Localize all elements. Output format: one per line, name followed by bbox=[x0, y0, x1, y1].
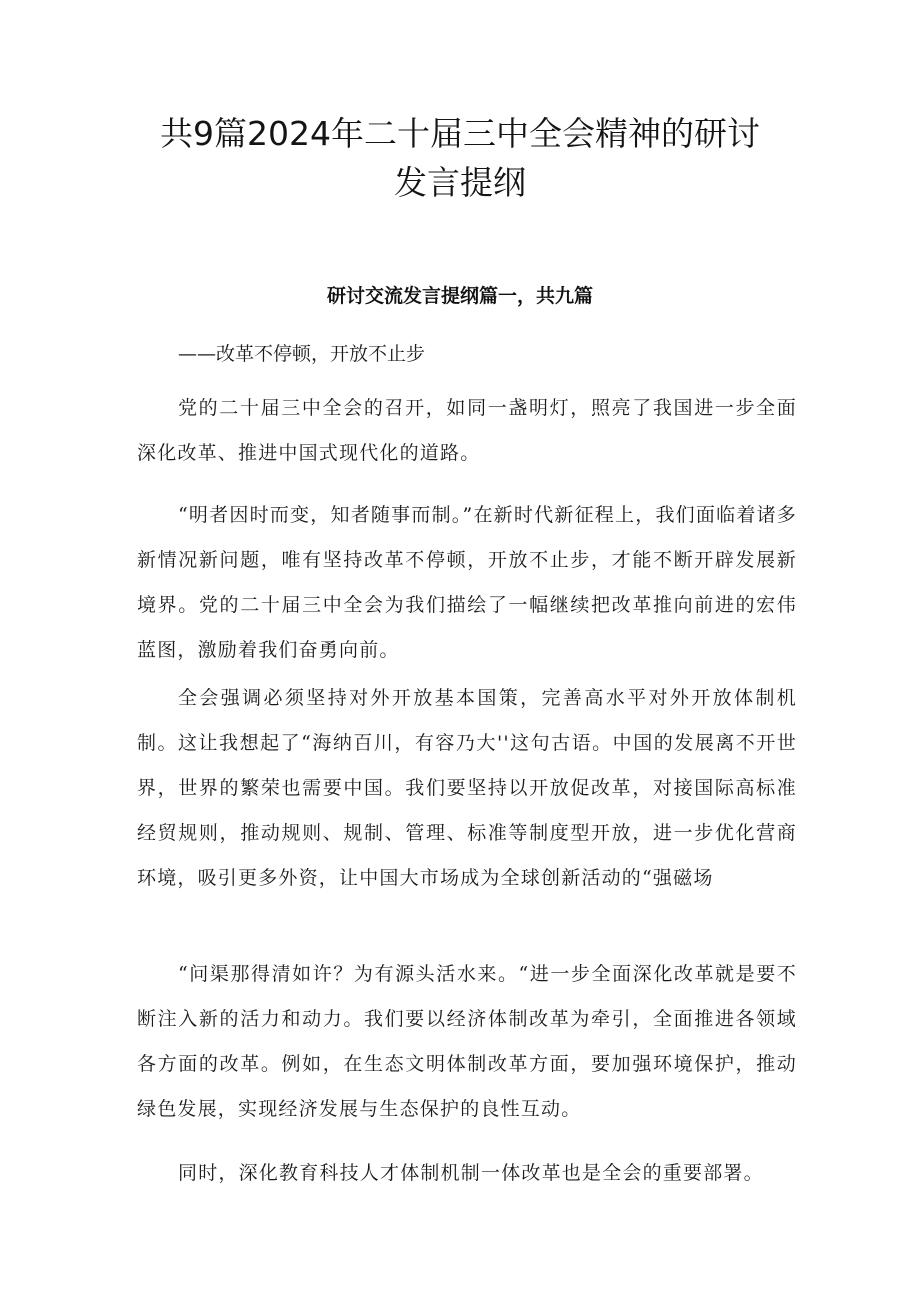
section-heading: 研讨交流发言提纲篇一，共九篇 bbox=[326, 285, 593, 307]
body-paragraph: 全会强调必须坚持对外开放基本国策，完善高水平对外开放体制机制。这让我想起了“海纳百川，有容乃大''这句古语。中国的发展离不开世界，世界的繁荣也需要中国。我们要坚持以开放促改革，对接国际高标准经贸规则，推动规则、规制、管理、标准等制度型开放，进一步优化营商环境，吸引更多外资，让中国大市场成为全球创新活动的“强磁场 bbox=[137, 687, 797, 889]
document-title-line-1: 共9篇2024年二十届三中全会精神的研讨 bbox=[160, 114, 760, 153]
document-title-line-2: 发言提纲 bbox=[394, 163, 526, 202]
section-subtitle: ——改革不停顿，开放不止步 bbox=[178, 343, 426, 365]
body-paragraph: “问渠那得清如许？为有源头活水来。“进一步全面深化改革就是要不断注入新的活力和动力。我们要以经济体制改革为牵引，全面推进各领域各方面的改革。例如，在生态文明体制改革方面，要加强环境保护，推动绿色发展，实现经济发展与生态保护的良性互动。 bbox=[137, 963, 797, 1120]
body-paragraph: “明者因时而变，知者随事而制。”在新时代新征程上，我们面临着诸多新情况新问题，唯有坚持改革不停顿，开放不止步，才能不断开辟发展新境界。党的二十届三中全会为我们描绘了一幅继续把改革推向前进的宏伟蓝图，激励着我们奋勇向前。 bbox=[137, 504, 797, 661]
body-paragraph: 同时，深化教育科技人才体制机制一体改革也是全会的重要部署。 bbox=[178, 1162, 764, 1184]
body-paragraph: 党的二十届三中全会的召开，如同一盏明灯，照亮了我国进一步全面深化改革、推进中国式现代化的道路。 bbox=[137, 397, 797, 464]
